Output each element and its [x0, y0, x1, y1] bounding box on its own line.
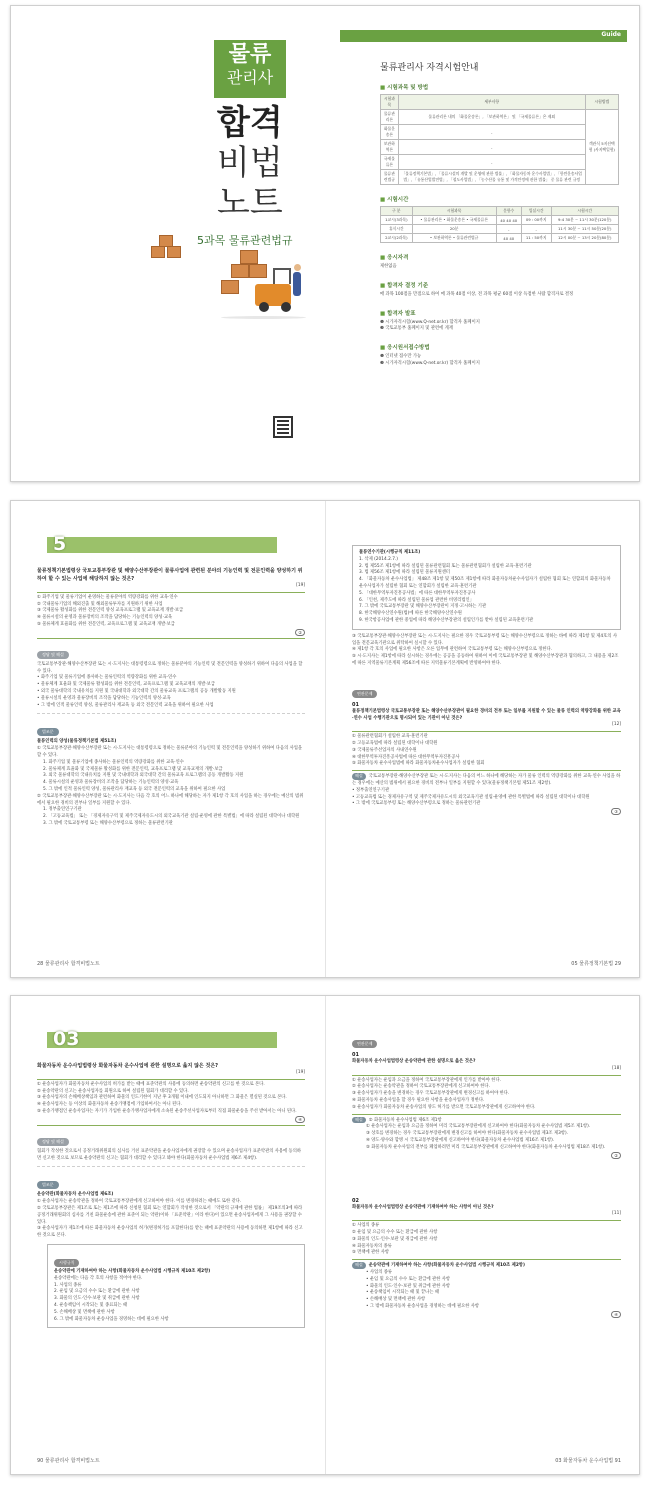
page-28: [11, 501, 326, 977]
answer-item: • 운송책임이 시작되는 때 및 끝나는 때: [366, 1290, 439, 1296]
question-year: [19]: [296, 1070, 305, 1075]
td: 객관식 5지선택형 (사지택일형): [585, 110, 618, 185]
related-year: [18]: [612, 1065, 621, 1071]
law-para: ⑤ 시·도지사는 제1항에 따라 실시하는 경우에는 공공을 공동하여 위하여 이에 국토교통부장관 및 해양수산부장관과 협의하고, 그 내용을 제2조에 따른 지역물류기본계획 제56조에 따른 지역물류기본계획에 반영하여야 한다.: [352, 654, 619, 666]
td: 1교시(3과목): [381, 216, 413, 225]
related-option: ④ 화물자동차 운송사업을 할 경우 필요한 사항을 운송사업자가 정한다.: [352, 1097, 485, 1103]
related-question: 화물자동차 운수사업법령상 운송약관에 기재하여야 하는 사항이 아닌 것은?: [352, 1204, 494, 1210]
announcement-item: ❶ 시가자격시험(www.Q-net.or.kr) 합격자 홈페이지: [380, 319, 480, 325]
th: 세부사항: [398, 95, 585, 110]
question-text: 물류정책기본법령상 국토교통부장관 및 해양수산부장관이 물류사업에 관련된 분야의 기능인력 및 전문인력을 양성하기 위하여 할 수 있는 사업에 해당하지 않는 것은?: [37, 568, 303, 582]
law-title: 물류인력의 양성(물류정책기본법 제51조): [37, 739, 117, 745]
spread-90-91: [10, 995, 640, 1475]
box-item: 5. 「대한무역투자진흥공사법」에 따른 대한무역투자진흥공사: [359, 590, 476, 596]
institution-box: [352, 545, 621, 630]
time-table: [380, 206, 619, 243]
box-item: 8. 한국해양수산연수원(법)에 따른 한국해양수산연수원: [359, 611, 462, 617]
td: 9:4 30분 ~ 11시 30분(120분): [551, 216, 619, 225]
option: ③ 국제물류 활성화를 위한 전문인력 양성 교육프로그램 및 교육교재 개발·보급: [37, 608, 184, 614]
related-option: ① 물류관련협회가 설립한 교육·훈련기관: [352, 734, 428, 740]
cover-big-title-3: 노트: [217, 183, 283, 223]
answer-item: ④ 양도·양수와 합병 시 국토교통부장관에게 신고하여야 한다(화물자동차 운수사업법 제16조 제1항).: [366, 1137, 555, 1143]
option: ② 운송약관의 신고는 운송사업자를 회원으로 하여 설립된 협회가 대리할 수 있다.: [37, 1088, 189, 1094]
td: 물류관리론: [381, 110, 399, 125]
related-option: ② 운임 및 요금의 수수 또는 환급에 관한 사항: [352, 1229, 438, 1235]
td: -: [496, 225, 521, 234]
law-tag: 법조문: [37, 1181, 59, 1189]
question-year: [19]: [296, 583, 305, 588]
pass-criteria-text: 매 과목 100점을 만점으로 하여 매 과목 40점 이상, 전 과목 평균 60점 이상 득점한 사람 합격자로 결정: [380, 291, 574, 297]
answer-item: ⑤ 화물자동차 운수사업의 전부를 폐업하려면 미리 국토교통부장관에게 신고하여야 한다(화물자동차 운수사업법 제18조 제1항).: [366, 1144, 606, 1150]
answer-text: ② 화물자동차 운수사업법 제6조 제1항: [368, 1117, 442, 1123]
guide-title: 물류관리사 자격시험안내: [380, 63, 479, 73]
related-tag: 연관문제: [352, 690, 377, 698]
page-footer: 90 물류관리사 합격비법노트: [37, 1458, 100, 1464]
option: ③ 운송사업자의 손해배상책임과 관련하여 화물의 인도기한이 지난 후 3개월 이내에 인도되지 아니하면 그 화물은 멸실된 것으로 본다.: [37, 1095, 287, 1101]
answer-text: 국토교통부장관·해양수산부장관 또는 시·도지사는 다음의 어느 하나에 해당하는 자가 물류 인력의 역량강화를 위한 교육·연수 사업을 하는 경우에는 예산의 범위에서 필요한 경비의 전부나 일부를 지원할 수 있다(물류정책기본법 제51조 제2항).: [352, 774, 621, 786]
answer-item: • 그 밖에 화물자동차 운송사업을 경영하는 데에 필요한 사항: [366, 1303, 480, 1309]
answer-badge: ③: [611, 808, 621, 815]
law-title: 운송약관(화물자동차 운수사업법 제6조): [37, 1192, 114, 1198]
answer-item: ③ 상호를 변경하는 경우 국토교통부장관에게 변경신고를 하여야 한다(화물자동차 운수사업법 제3조 제3항).: [366, 1131, 569, 1137]
question-text: 화물자동차 운수사업법령상 화물자동차 운수사업에 관한 설명으로 옳지 않은 것은?: [37, 1063, 219, 1069]
subjects-table: 시험과목 세부사항 시험방법 물류관리론 물류관리론 내의 「화물운송론」, 「보관하역론」 및 「국제물류론」은 제외 객관식 5지선택형 (사지택일형) 화물운송론 - 보관하역론 - 국제물류론 - 물류관련법규 「물류정책기본법」, 「물류시설의 개발 및 운영에 관한 법률」, 「화물자동차 운수사업법」, 「항만운송사업법」, 「유통산업발전법」, 「철도사업법」, 「농수산물 유통 및 가격안정에 관한 법률」 중 물류 관련 규정: [380, 94, 619, 185]
law-line: 2. 물류체계 효율화 및 국제물류 활성화를 위한 전문인력, 교육프로그램 및 교육교재의 개발·보급: [43, 766, 223, 772]
cover-big-title-2: 비법: [217, 143, 283, 183]
page-91: [326, 996, 640, 1474]
related-year: [12]: [612, 722, 621, 728]
td: 휴식시간: [381, 225, 413, 234]
rule-item: 1. 사업의 종류: [54, 1282, 82, 1288]
related-option: ④ 화물자동차의 종류: [352, 1243, 392, 1249]
option: ② 국내물류기업의 해외진출 및 해외물류투자를 지원하기 위한 사업: [37, 601, 163, 607]
law-line: 3. 그 밖에 국토교통부령 또는 해양수산부령으로 정하는 물류관련기관: [43, 820, 173, 826]
page-90: [11, 996, 326, 1474]
rule-item: 3. 화물의 인도·인수·보관 및 취급에 관한 사항: [54, 1296, 140, 1302]
th: 입실시간: [521, 207, 551, 216]
law-line: 3. 외국 물류대학의 국내유치를 지원 및 국내대학과 외국대학 간의 물류교육 프로그램의 공동 개발활동 지원: [43, 773, 244, 779]
th: 시험과목: [381, 95, 399, 110]
td: 12시 00분 ~ 13시 20분(80분): [551, 234, 619, 243]
cover-big-title-1: 합격: [217, 103, 283, 143]
application-item: ❷ 시가자격시험(www.Q-net.or.kr) 합격자 홈페이지: [380, 360, 480, 366]
td: 11 : 50까지: [521, 234, 551, 243]
box-item: 6. 「인천, 제주도에 따라 설립된 물류업 관련한 비영리법인」: [359, 597, 474, 603]
td: 2교시(2과목): [381, 234, 413, 243]
question-number: 03: [53, 1028, 80, 1050]
answer-item: • 정부출연연구기관: [352, 787, 390, 793]
rule-item: 5. 손해배상 및 면책에 관한 사항: [54, 1309, 115, 1315]
law-line: ② 국토교통부장관·해양수산부장관 또는 시·도지사는 다음 각 호의 어느 하나에 해당하는 자가 제1항 각 호의 사업을 하는 경우에는 예산의 범위에서 필요한 경비의 전부나 일부를 지원할 수 있다.: [37, 793, 304, 806]
td: 11시 30분 ~ 11시 50분(20분): [551, 225, 619, 234]
related-option: ③ 운송사업자가 운송을 변경하는 경우 국토교통부장관에게 변경신고를 하여야 한다.: [352, 1091, 510, 1097]
question-header: [37, 533, 305, 563]
related-option: ④ 대한무역투자진흥공사법에 따른 대한무역투자진흥공사: [352, 754, 460, 760]
answer-item: • 그 밖에 국토교통부령 또는 해양수산부령으로 정하는 물류관련기관: [352, 801, 481, 807]
law-line: 1. 화주기업 및 물류기업에 종사하는 물류인력의 역량강화를 위한 교육·연수: [43, 759, 184, 765]
cover-title-block: [214, 40, 286, 98]
answer-label: 해설: [352, 1117, 366, 1124]
explain-line: • 화주기업 및 물류기업에 종사하는 물류인력의 역량강화를 위한 교육·연수: [37, 675, 177, 681]
page-footer: 03 화물자동차 운수사업법 91: [555, 1458, 621, 1464]
law-para: ④ 제1항 각 호의 사업에 필요한 사항은 오른 업무에 관련하여 국토교통부령 또는 해양수산부령으로 정한다.: [352, 647, 553, 653]
publisher-logo: [273, 416, 293, 438]
td: 국제물류론: [381, 155, 399, 170]
section-application: ■ 응시원서접수방법: [380, 343, 619, 351]
cover-title-line2: 관리사: [226, 68, 274, 87]
related-option: ③ 화물의 인도·인수·보관 및 취급에 관한 사항: [352, 1236, 438, 1242]
answer-item: • 사업의 종류: [366, 1269, 393, 1275]
th: 문항수: [496, 207, 521, 216]
related-question: 물류정책기본법령상 국토교통부장관 또는 해양수산부장관이 필요한 경비의 전부 또는 일부를 지원할 수 있는 물류 인력의 역량강화를 위한 교육·연수 사업 수행기관으로 명시되어 있는 기관이 아닌 것은?: [352, 708, 621, 721]
td: 보관하역론: [381, 140, 399, 155]
law-line: 5. 그 밖에 인적 물류인력 양성, 물류관리사 재교육 등 외국 전문인력의 교육을 위하여 필요한 사업: [43, 786, 226, 792]
box-item: 4. 「화물자동차 운수사업법」 제48조 제1항 및 제50조 제1항에 따라 화물자동차운수사업자가 설립한 협회 또는 연합회의 화물자동차운수사업자가 설립한 협회 또는 연합회가 설립한 교육·훈련기관: [359, 577, 611, 589]
td: 「물류정책기본법」, 「물류시설의 개발 및 운영에 관한 법률」, 「화물자동차 운수사업법」, 「항만운송사업법」, 「유통산업발전법」, 「철도사업법」, 「농수산물 유통 및 가격안정에 관한 법률」 중 물류 관련 규정: [398, 170, 585, 185]
td: 화물운송론: [381, 125, 399, 140]
related-option: ⑤ 면책에 관한 사항: [352, 1250, 390, 1256]
related-number: 01: [352, 701, 359, 708]
related-option: ⑤ 화물자동차 운수사업법에 따라 화물자동차운수사업자가 설립한 협회: [352, 761, 485, 767]
box-item: 7. 그 밖에 국토교통부장관 및 해양수산부장관이 지정·고시하는 기관: [359, 604, 487, 610]
related-option: ⑤ 운송사업자가 화물자동차 운송사업의 양도 허가를 받으면 국토교통부장관에게 신고하여야 한다.: [352, 1104, 536, 1110]
related-year: [11]: [612, 1211, 621, 1217]
law-line: 2. 「고등교육법」 또는 「경제자유구역 및 제주국제자유도시의 외국교육기관 설립·운영에 관한 특별법」에 따라 설립된 대학이나 대학원: [43, 814, 300, 820]
th: 시험시간: [551, 207, 619, 216]
answer-badge: ④: [295, 1116, 305, 1123]
td: 물류관련법규: [381, 170, 399, 185]
cover-subject: 5과목 물류관련법규: [197, 234, 293, 247]
law-line: ③ 운송사업자가 제1조에 따른 화물자동차 운송사업의 허가(변경허가를 포함한다)를 받는 때에 표준약관의 사용에 동의하면 제1항에 따라 신고한 것으로 본다.: [37, 1226, 303, 1239]
option: ④ 물류시설의 운영과 물류장비의 조작을 담당하는 기능인력의 양성·교육: [37, 615, 173, 621]
law-line: 4. 물류시설의 운영과 물류장비의 조작을 담당하는 기능인력의 양성·교육: [43, 780, 179, 786]
option: ⑤ 운송가맹점인 운송사업자는 자기가 가입한 운송가맹사업자에게 소속된 운송주선사업자로부터 직접 화물운송을 주선 받아서는 아니 된다.: [37, 1108, 297, 1114]
explain-line: • 물류체계 효율화 및 국제물류 활성화를 위한 전문인력, 교육프로그램 및 교육교재의 개발·보급: [37, 682, 216, 688]
law-para: ③ 국토교통부장관·해양수산부장관 또는 시·도지사는 필요한 경우 국토교통부령 또는 해양수산부령으로 정하는 바에 따라 제1항 및 제4호의 사업을 전문교육기관으로 위탁하여 실시할 수 있다.: [352, 633, 617, 646]
related-option: ③ 국제물류주선업자의 사내연수원: [352, 747, 417, 753]
application-item: ❶ 인터넷 접수만 가능: [380, 354, 422, 360]
guide-header-label: Guide: [601, 31, 621, 38]
eligibility-text: 제한없음: [380, 264, 397, 269]
law-line: ① 운송사업자는 운송약관을 정하여 국토교통부장관에게 신고하여야 한다. 이를 변경하려는 때에도 또한 같다.: [37, 1199, 242, 1205]
option: ① 운송사업자가 화물자동차 운수사업의 허가를 받는 때에 표준약관의 사용에 동의하면 운송약관의 신고를 한 것으로 본다.: [37, 1081, 265, 1087]
th: 시험과목: [412, 207, 496, 216]
related-option: ② 고등교육법에 따라 설립된 대학이나 대학원: [352, 740, 438, 746]
related-number: 01: [352, 1052, 359, 1058]
td: • 보관하역론 • 물류관련법규: [412, 234, 496, 243]
explain-text: 협회가 작성한 것으로서 공정거래위원회의 심사를 거친 표준약관을 운송사업자에게 권장할 수 있으며 운송사업자가 표준약관의 사용에 동의하면 신고한 것으로 보므로 운송약관의 신고는 협회가 대리할 수 있다고 봐야 한다(화물자동차 운수사업법 제6조 제4항).: [37, 1148, 302, 1161]
section-pass-criteria: ■ 합격자 결정 기준: [380, 281, 619, 289]
answer-item: • 고등교육법 또는 경제자유구역 및 제주국제자유도시의 외국교육기관 설립·운영에 관한 특별법에 따라 설립된 대학이나 대학원: [352, 794, 590, 800]
option: ④ 운송사업자는 등 이상의 화물자동차 운송가맹점에 가입하여서는 아니 된다.: [37, 1102, 182, 1108]
related-option: ① 사업의 종류: [352, 1223, 380, 1229]
td: • 물류관리론 • 화물운송론 • 국제물류론: [412, 216, 496, 225]
explain-tag: 정답 및 해설: [37, 1138, 69, 1146]
answer-title: 운송약관에 기재하여야 하는 사항(화물자동차 운수사업법 시행규칙 제10조 제2항): [368, 1263, 525, 1269]
explain-line: • 외국 물류대학의 국내유치를 지원 및 국내대학과 외국대학 간의 물류교육 프로그램의 공동 개발활동 지원: [37, 688, 236, 694]
td: -: [521, 225, 551, 234]
cover-page: [11, 6, 326, 481]
related-option: ② 운송사업자는 운송약관을 정하여 국토교통부장관에게 신고하여야 한다.: [352, 1084, 490, 1090]
question-number: 5: [53, 533, 67, 555]
page-footer: 28 물류관리사 합격비법노트: [37, 961, 100, 967]
explain-line: • 물류시설의 운영과 물류장비의 조작을 담당하는 기능인력의 양성·교육: [37, 695, 171, 701]
rule-title: 운송약관에 기재하여야 하는 사항(화물자동차 운수사업법 시행규칙 제10조 제2항): [54, 1268, 211, 1274]
explain-line: • 그 밖에 인적 물류인력 양성, 물류관리사 재교육 등 외국 전문인력 교육을 위하여 필요한 사업: [37, 702, 214, 708]
cover-title-line1: 물류: [228, 42, 272, 67]
th: 시험방법: [585, 95, 618, 110]
td: 40 40: [496, 234, 521, 243]
law-line: ① 국토교통부장관·해양수산부장관 또는 시·도지사는 대통령령으로 정하는 물류분야의 기능인력 및 전문인력을 양성하기 위하여 다음의 사업을 할 수 있다.: [37, 746, 303, 758]
page-29: [326, 501, 640, 977]
page-footer: 05 물류정책기본법 29: [571, 961, 621, 967]
answer-badge: ④: [611, 1311, 621, 1318]
answer-item: • 운임 및 요금의 수수 또는 환급에 관한 사항: [366, 1276, 451, 1282]
rule-item: 6. 그 밖에 화물자동차 운송사업을 경영하는 데에 필요한 사항: [54, 1316, 169, 1322]
explain-tag: 정답 및 해설: [37, 651, 69, 659]
th: 구 분: [381, 207, 413, 216]
cover-spread: [10, 5, 640, 482]
question-header: [37, 1028, 305, 1058]
rule-tag: 시행규칙: [54, 1259, 79, 1267]
td: 09 : 00까지: [521, 216, 551, 225]
guide-header-bar: [340, 30, 627, 42]
law-line: ② 국토교통부장관은 제1조로 또는 제1조에 따라 신청된 협회 또는 연합회가 작성한 것으로서 「약관의 규제에 관한 법률」 제19조의3에 따라 공정거래위원회의 심사를 거친 화물운송에 관한 표준이 되는 약관(이하 「표준약관」이라 한다)이 있으면 운송사업자에게 그 사용을 권장할 수 있다.: [37, 1205, 303, 1225]
law-tag: 법조문: [37, 728, 59, 736]
answer-badge: ②: [295, 629, 305, 636]
td: 40 40 40: [496, 216, 521, 225]
td: 20분: [412, 225, 496, 234]
related-question: 화물자동차 운수사업법령상 운송약관에 관한 설명으로 옳은 것은?: [352, 1059, 476, 1064]
box-item: 9. 한국항공사업에 관한 중업에 따라 해양수산부장관의 설립인가를 받아 설립된 교육훈련기관: [359, 617, 534, 623]
section-announcement: ■ 합격자 발표: [380, 309, 619, 317]
announcement-item: ❷ 국토교통부 홈페이지 및 관련에 게재: [380, 326, 453, 332]
box-item: 2. 법 제55조 제1항에 따라 설립된 물류관련협회 또는 물류관련협회가 설립한 교육·훈련기관: [359, 563, 532, 569]
answer-item: • 손해배상 및 면책에 관한 사항: [366, 1297, 426, 1303]
law-line: 1. 정부출연연구기관: [43, 807, 82, 813]
answer-label: 해설: [352, 1262, 366, 1269]
related-option: ① 운송사업자는 운임과 요금을 정하여 국토교통부장관에게 인가를 받아야 한다.: [352, 1077, 501, 1083]
answer-badge: ②: [611, 1152, 621, 1159]
box-item: 3. 법 제56조 제1항에 따라 설립된 물류지원센터: [359, 570, 451, 576]
guide-page: [326, 6, 640, 481]
rule-item: 2. 운임 및 요금의 수수 또는 환급에 관한 사항: [54, 1289, 140, 1295]
answer-label: 해설: [352, 773, 366, 780]
section-eligibility: ■ 응시자격: [380, 253, 619, 261]
rule-box: [47, 1244, 305, 1328]
explain-line: 국토교통부장관·해양수산부장관 또는 시·도지사는 대통령령으로 정하는 물류분야의 기능인력 및 전문인력을 양성하기 위하여 다음의 사업을 할 수 있다.: [37, 661, 303, 674]
answer-item: • 화물의 인도·인수·보관 및 취급에 관한 사항: [366, 1283, 451, 1289]
box-title: 물류연수기관(시행규칙 제11조): [359, 550, 421, 555]
spread-28-29: [10, 500, 640, 978]
option: ⑤ 물류체계 효율화를 위한 전문인력, 교육프로그램 및 교육교재 개발·보급: [37, 621, 175, 627]
related-tag: 연관문제: [352, 1040, 377, 1048]
rule-item: 4. 운송책임이 시작되는 및 종료되는 때: [54, 1302, 128, 1308]
option: ① 화주기업 및 물류기업이 운영하는 물류분야의 역량강화를 위한 교육·연수: [37, 594, 178, 600]
related-number: 02: [352, 1197, 359, 1204]
box-item: 1. 삭제 (2014.2.7.): [359, 556, 398, 562]
answer-item: ① 운송사업자는 운임과 요금을 정하여 미리 국토교통부장관에게 신고하여야 한다(화물자동차 운수사업법 제5조 제1항).: [366, 1124, 591, 1130]
rule-sub: 운송약관에는 다음 각 호의 사항을 적어야 한다.: [54, 1275, 143, 1281]
section-subjects: ■ 시험과목 및 방법: [380, 83, 619, 91]
section-time: ■ 시험시간: [380, 195, 619, 203]
td: 물류관리론 내의 「화물운송론」, 「보관하역론」 및 「국제물류론」은 제외: [398, 110, 585, 125]
